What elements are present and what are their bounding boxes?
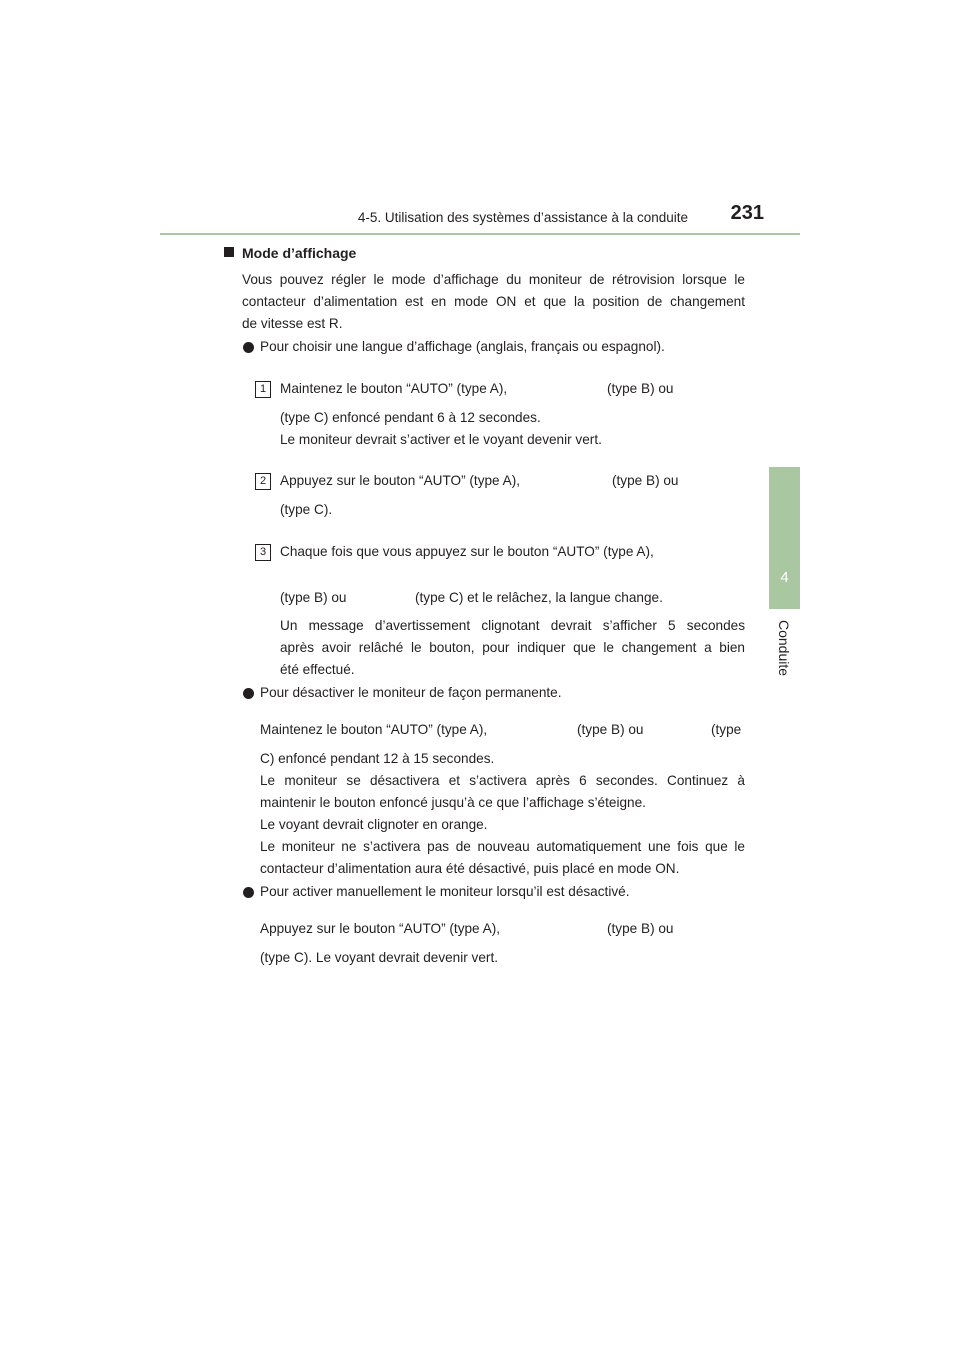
chapter-side-tab: [769, 467, 800, 609]
section-square-bullet: [224, 247, 234, 257]
body-line: (type B) ou: [607, 921, 674, 936]
body-line: Le moniteur se désactivera et s’activera après 6 secondes. Continuez à: [260, 773, 745, 788]
step-line: (type B) ou: [612, 473, 679, 488]
step-line: (type C) et le relâchez, la langue change.: [415, 590, 663, 605]
body-line: C) enfoncé pendant 12 à 15 secondes.: [260, 751, 495, 766]
body-line: (type C). Le voyant devrait devenir vert.: [260, 950, 498, 965]
step-badge: 3: [255, 544, 271, 561]
step-line: (type B) ou: [607, 381, 674, 396]
round-bullet: [243, 342, 254, 353]
body-line: (type: [711, 722, 742, 737]
step-line: Un message d’avertissement clignotant devrait s’afficher 5 secondes: [280, 618, 745, 633]
step-line: après avoir relâché le bouton, pour indiquer que le changement a bien: [280, 640, 745, 655]
step-line: (type B) ou: [280, 590, 347, 605]
round-bullet: [243, 887, 254, 898]
step-badge: 1: [255, 381, 271, 398]
body-line: contacteur d’alimentation aura été désactivé, puis placé en mode ON.: [260, 861, 680, 876]
bullet-text: Pour choisir une langue d’affichage (anglais, français ou espagnol).: [260, 339, 665, 354]
step-line: (type C) enfoncé pendant 6 à 12 secondes.: [280, 410, 541, 425]
body-line: Appuyez sur le bouton “AUTO” (type A),: [260, 921, 501, 936]
body-line: (type B) ou: [577, 722, 644, 737]
chapter-tab-number: 4: [780, 569, 789, 586]
chapter-title: 4-5. Utilisation des systèmes d’assistance à la conduite: [357, 210, 688, 225]
bullet-text: Pour activer manuellement le moniteur lorsqu’il est désactivé.: [260, 884, 630, 899]
round-bullet: [243, 688, 254, 699]
bullet-text: Pour désactiver le moniteur de façon permanente.: [260, 685, 562, 700]
step-line: Appuyez sur le bouton “AUTO” (type A),: [280, 473, 521, 488]
body-line: Maintenez le bouton “AUTO” (type A),: [260, 722, 488, 737]
step-line: Maintenez le bouton “AUTO” (type A),: [280, 381, 508, 396]
step-badge: 2: [255, 473, 271, 490]
intro-line: Vous pouvez régler le mode d’affichage du moniteur de rétrovision lorsque le: [242, 272, 745, 287]
page-number: 231: [730, 202, 764, 224]
step-line: Chaque fois que vous appuyez sur le bouton “AUTO” (type A),: [280, 544, 654, 559]
step-line: (type C).: [280, 502, 333, 517]
chapter-side-label-text: Conduite: [776, 619, 792, 677]
step-line: Le moniteur devrait s’activer et le voyant devenir vert.: [280, 432, 602, 447]
body-line: Le moniteur ne s’activera pas de nouveau automatiquement une fois que le: [260, 839, 745, 854]
intro-line: de vitesse est R.: [242, 316, 343, 331]
step-line: été effectué.: [280, 662, 355, 677]
body-line: maintenir le bouton enfoncé jusqu’à ce que l’affichage s’éteigne.: [260, 795, 646, 810]
body-line: Le voyant devrait clignoter en orange.: [260, 817, 488, 832]
chapter-side-label: [764, 618, 804, 678]
header-rule: [160, 233, 800, 235]
intro-line: contacteur d’alimentation est en mode ON et que la position de changement: [242, 294, 745, 309]
section-title: Mode d’affichage: [242, 245, 357, 261]
